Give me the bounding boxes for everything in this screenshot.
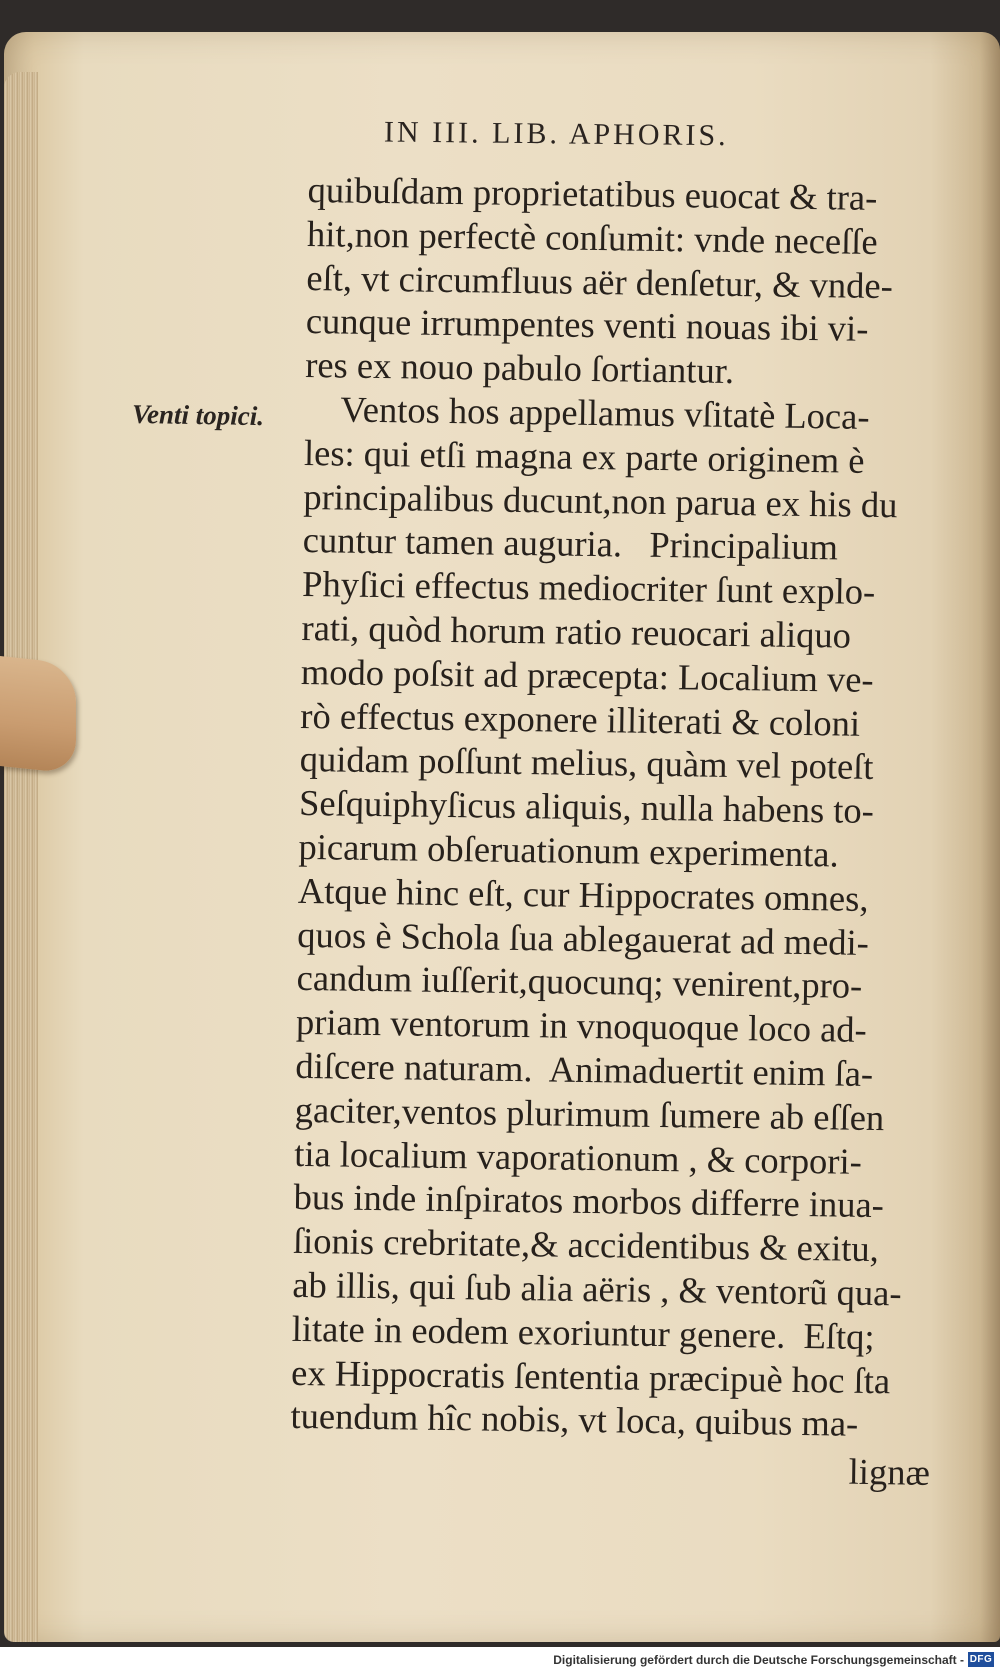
text-line: res ex nouo pabulo ſortiantur. (304, 344, 735, 392)
dfg-logo-icon: DFG (969, 1654, 993, 1665)
text-line: cunque irrumpentes venti nouas ibi vi- (305, 300, 869, 350)
text-line: picarum obſeruationum experimenta. (298, 825, 839, 875)
body-text (290, 168, 948, 1495)
text-line: Phyſici effectus mediocriter ſunt explo- (301, 563, 876, 613)
text-line: tuendum hîc nobis, vt loca, quibus ma- (290, 1395, 859, 1445)
text-line: quidam poſſunt melius, quàm vel poteſt (299, 738, 874, 788)
text-line: priam ventorum in vnoquoque loco ad- (295, 1001, 867, 1051)
footer-bar (0, 1647, 1000, 1671)
running-head: IN III. LIB. APHORIS. (383, 115, 729, 153)
text-line: bus inde inſpiratos morbos differre inua- (293, 1176, 885, 1226)
text-line: principalibus ducunt,non parua ex his du (303, 475, 898, 525)
text-line: litate in eodem exoriuntur genere. Eſtq; (291, 1307, 875, 1357)
text-line: tia localium vaporationum , & corpori- (293, 1132, 863, 1182)
text-line: eſt, vt circumfluus aër denſetur, & vnde- (306, 256, 894, 306)
text-line: les: qui etſi magna ex parte originem è (303, 431, 865, 481)
text-line: modo poſsit ad præcepta: Localium ve- (300, 650, 874, 700)
margin-note: Venti topici. (131, 398, 265, 432)
funding-notice: Digitalisierung gefördert durch die Deutsche Forschungsgemeinschaft - (553, 1653, 964, 1667)
text-line: quos è Schola ſua ablegauerat ad medi- (297, 913, 870, 963)
page-edge-stack (4, 72, 38, 1642)
bookmark-tab (0, 656, 76, 774)
text-line: hit,non perfectè conſumit: vnde neceſſe (306, 212, 878, 262)
text-line: diſcere naturam. Animaduertit enim ſa- (295, 1044, 874, 1094)
text-line: ſionis crebritate,& accidentibus & exitu, (292, 1220, 880, 1270)
catchword: lignæ (848, 1450, 931, 1493)
text-line: gaciter,ventos plurimum ſumere ab eſſen (294, 1088, 885, 1138)
text-line: ex Hippocratis ſententia præcipuè hoc ſta (290, 1351, 891, 1401)
text-line: rati, quòd horum ratio reuocari aliquo (301, 606, 852, 656)
text-line: Seſquiphyſicus aliquis, nulla habens to- (298, 782, 875, 832)
text-line: ab illis, qui ſub alia aëris , & ventorũ qua- (292, 1263, 902, 1314)
text-line: candum iuſſerit,quocunq; venirent,pro- (296, 957, 863, 1007)
text-line: quibuſdam proprietatibus euocat & tra- (307, 168, 878, 218)
text-line: rò effectus exponere illiterati & coloni (300, 694, 861, 744)
text-line: cuntur tamen auguria. Principalium (302, 519, 839, 568)
text-line: Atque hinc eſt, cur Hippocrates omnes, (297, 869, 869, 919)
text-line: Ventos hos appellamus vſitatè Loca- (304, 387, 870, 437)
